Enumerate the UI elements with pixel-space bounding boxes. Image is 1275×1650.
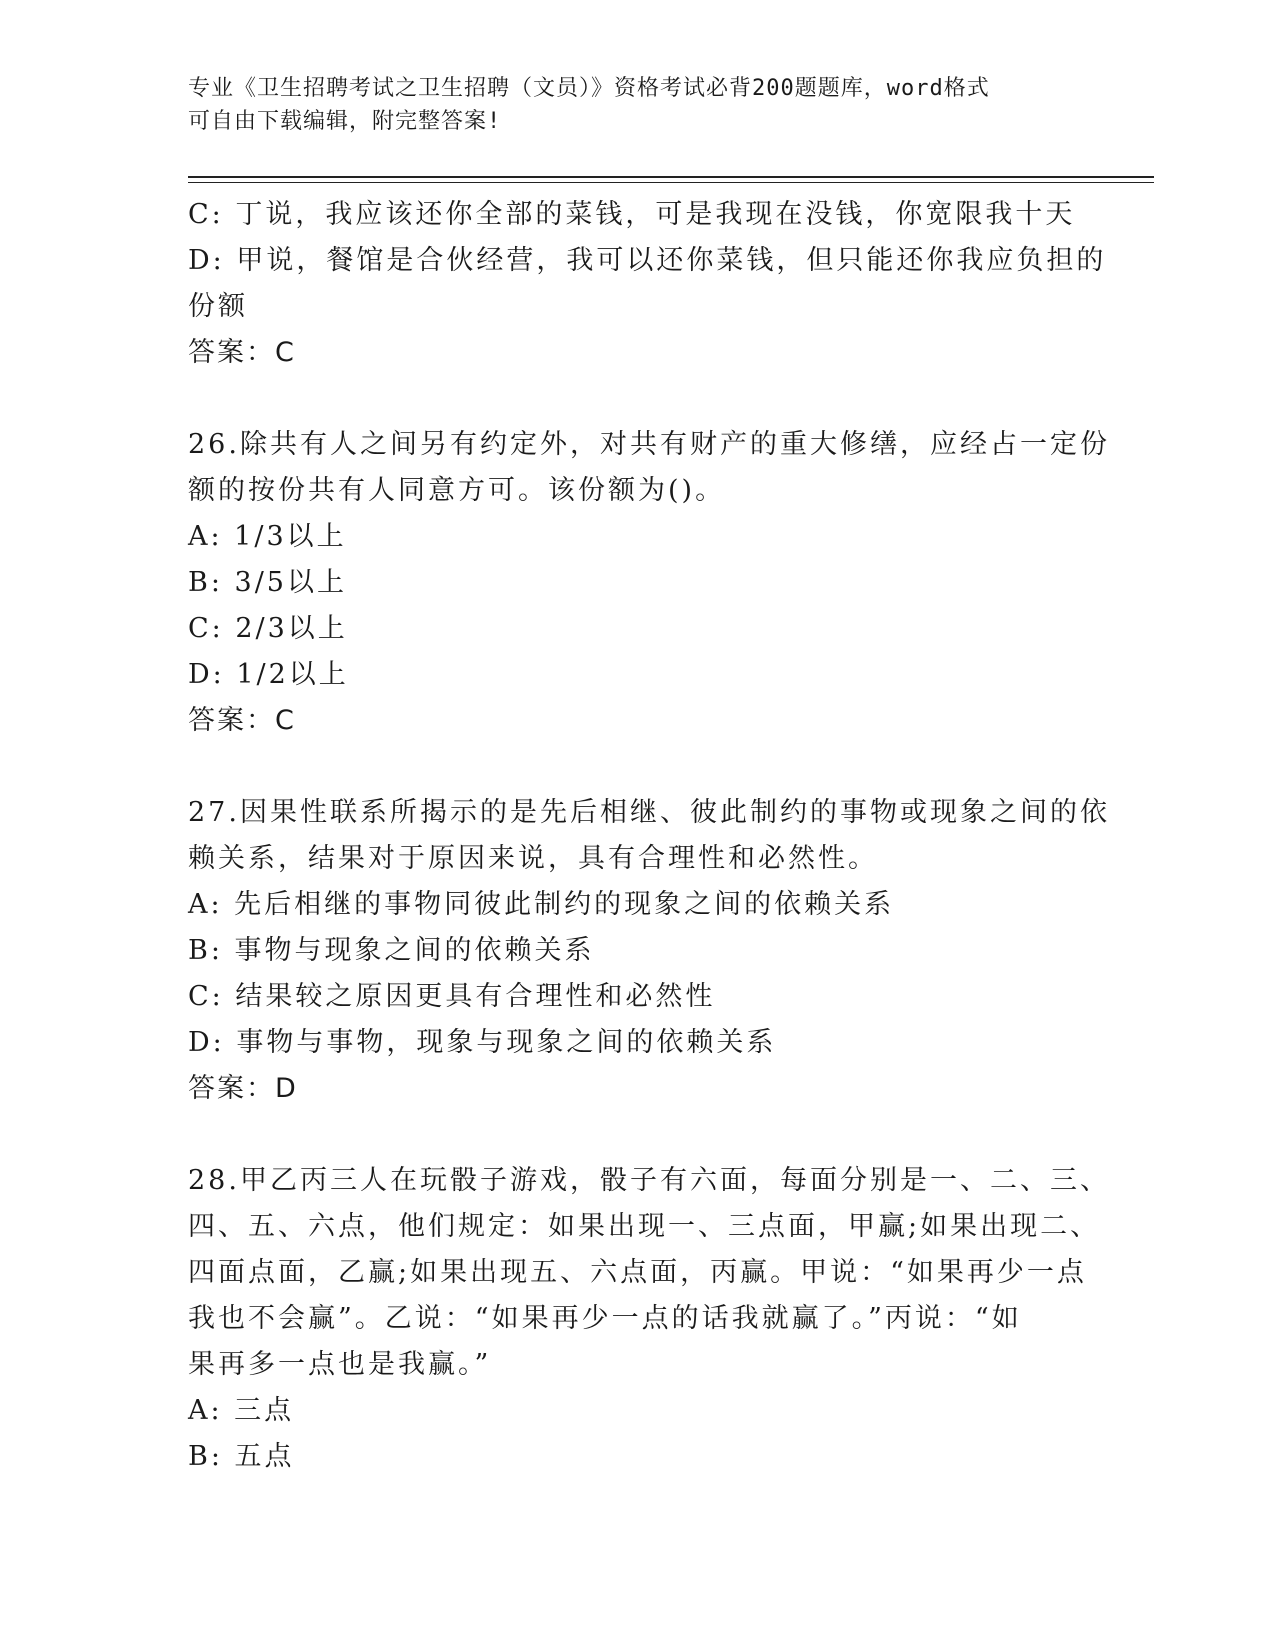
- question-content: [188, 192, 1110, 1480]
- header-title-line-1: 专业《卫生招聘考试之卫生招聘（文员）》资格考试必背200题题库，word格式: [188, 76, 990, 101]
- q28-stem-line-5: 果再多一点也是我赢。”: [188, 1349, 492, 1380]
- question-26: [188, 422, 1110, 744]
- q25-option-c: C: 丁说，我应该还你全部的菜钱，可是我现在没钱，你宽限我十天: [188, 199, 1076, 230]
- q27-option-b: B: 事物与现象之间的依赖关系: [188, 935, 595, 966]
- q28-stem-line-3: 四面点面，乙赢;如果出现五、六点面，丙赢。甲说：“如果再少一点: [188, 1257, 1087, 1288]
- q26-option-d: D: 1/2以上: [188, 659, 349, 690]
- q27-option-c: C: 结果较之原因更具有合理性和必然性: [188, 981, 716, 1012]
- q28-stem-line-2: 四、五、六点，他们规定：如果出现一、三点面，甲赢;如果出现二、: [188, 1211, 1101, 1242]
- q27-answer: 答案：D: [188, 1073, 298, 1104]
- q27-option-a: A: 先后相继的事物同彼此制约的现象之间的依赖关系: [188, 889, 895, 920]
- header-divider-thin: [188, 182, 1154, 183]
- q28-option-a: A: 三点: [188, 1395, 295, 1426]
- q27-option-d: D: 事物与事物，现象与现象之间的依赖关系: [188, 1027, 777, 1058]
- question-28: [188, 1158, 1110, 1480]
- q26-answer: 答案：C: [188, 705, 296, 736]
- q28-option-b: B: 五点: [188, 1441, 295, 1472]
- spacer: [188, 1112, 1088, 1158]
- q26-stem-line-2: 额的按份共有人同意方可。该份额为()。: [188, 475, 726, 506]
- spacer: [188, 744, 1088, 790]
- q28-stem-line-1: 28.甲乙丙三人在玩骰子游戏，骰子有六面，每面分别是一、二、三、: [188, 1165, 1110, 1196]
- question-27: [188, 790, 1110, 1112]
- q26-stem-line-1: 26.除共有人之间另有约定外，对共有财产的重大修缮，应经占一定份: [188, 429, 1110, 460]
- q26-option-c: C: 2/3以上: [188, 613, 348, 644]
- header-divider-thick: [188, 176, 1154, 178]
- q25-option-d-line-1: D: 甲说，餐馆是合伙经营，我可以还你菜钱，但只能还你我应负担的: [188, 245, 1107, 276]
- header-title-line-2: 可自由下载编辑，附完整答案!: [188, 109, 502, 134]
- q26-option-b: B: 3/5以上: [188, 567, 347, 598]
- q26-option-a: A: 1/3以上: [188, 521, 347, 552]
- spacer: [188, 376, 1088, 422]
- question-25-continued: [188, 192, 1107, 376]
- q28-stem-line-4: 我也不会赢”。乙说：“如果再少一点的话我就赢了。”丙说：“如: [188, 1303, 1022, 1334]
- q27-stem-line-2: 赖关系，结果对于原因来说，具有合理性和必然性。: [188, 843, 878, 874]
- q27-stem-line-1: 27.因果性联系所揭示的是先后相继、彼此制约的事物或现象之间的依: [188, 797, 1110, 828]
- q25-option-d-line-2: 份额: [188, 291, 248, 322]
- document-header: [188, 72, 1068, 138]
- q25-answer: 答案：C: [188, 337, 296, 368]
